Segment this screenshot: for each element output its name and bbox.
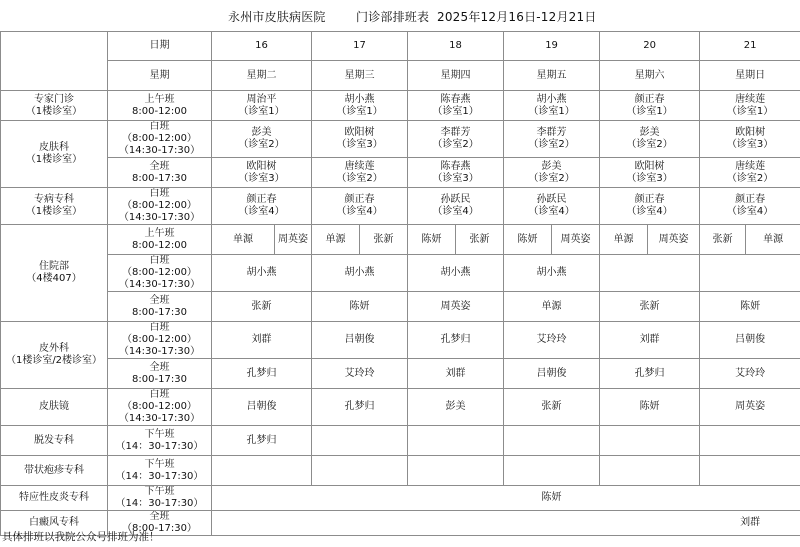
weekday-cell: 星期六 xyxy=(600,61,700,91)
duty-line: 李群芳 xyxy=(536,127,567,138)
shift-cell xyxy=(108,292,212,322)
duty-line: 孙跃民 xyxy=(440,194,471,205)
duty-line: 周治平 xyxy=(246,93,277,105)
duty-cell xyxy=(700,188,800,225)
duty-line: 欧阳树 xyxy=(246,160,277,172)
duty-line: 吕朝俊 xyxy=(735,334,766,345)
duty-name-cell: 单源 xyxy=(746,225,800,255)
department-name: 带状疱疹专科 xyxy=(24,464,84,476)
duty-line: （诊室3） xyxy=(432,172,479,184)
duty-line: 刘群 xyxy=(740,517,761,528)
duty-line: 刘群 xyxy=(639,334,660,345)
duty-line: 陈妍 xyxy=(349,300,370,312)
duty-cell xyxy=(212,91,312,121)
duty-line: 周英姿 xyxy=(735,401,766,412)
duty-line: 刘群 xyxy=(445,367,466,379)
duty-cell xyxy=(212,456,312,486)
duty-line: 胡小燕 xyxy=(246,267,277,278)
duty-cell xyxy=(408,91,504,121)
department-name: 皮外科 xyxy=(39,343,69,354)
duty-line: （诊室4） xyxy=(432,206,479,217)
date-cell: 19 xyxy=(504,32,600,61)
department-name: （1楼诊室） xyxy=(25,206,83,217)
weekday-label-cell: 星期 xyxy=(108,61,212,91)
schedule-table xyxy=(0,31,800,536)
duty-name-cell: 周英姿 xyxy=(648,225,700,255)
duty-line: （诊室3） xyxy=(238,172,285,184)
duty-cell xyxy=(700,322,800,359)
shift-line: 下午班 xyxy=(144,486,175,497)
duty-line: 单源 xyxy=(541,300,562,312)
schedule-row xyxy=(1,91,800,121)
duty-line: 胡小燕 xyxy=(536,267,567,278)
duty-line: 彭美 xyxy=(541,160,562,172)
shift-cell xyxy=(108,486,212,511)
department-cell xyxy=(1,426,108,456)
duty-line: 吕朝俊 xyxy=(344,334,375,345)
duty-name-cell: 单源 xyxy=(212,225,275,255)
shift-cell xyxy=(108,121,212,158)
duty-line: 张新 xyxy=(639,300,660,312)
duty-cell xyxy=(600,359,700,389)
duty-line: 颜正春 xyxy=(634,194,665,205)
footer-note: 具体排班以我院公众号排班为准！ xyxy=(2,531,160,543)
shift-line: 8:00-12:00 xyxy=(132,105,187,117)
duty-cell xyxy=(504,359,600,389)
duty-line: 欧阳树 xyxy=(735,127,766,138)
shift-line: 全班 xyxy=(149,160,170,172)
duty-line: 陈妍 xyxy=(541,492,562,503)
shift-cell xyxy=(108,225,212,255)
duty-cell xyxy=(408,426,504,456)
shift-line: （8:00-12:00） xyxy=(122,334,197,345)
duty-line: 孔梦归 xyxy=(634,367,665,379)
shift-line: 白班 xyxy=(149,322,170,333)
duty-name-cell: 张新 xyxy=(700,225,746,255)
duty-line: （诊室3） xyxy=(726,139,774,150)
duty-cell xyxy=(600,121,700,158)
duty-line: （诊室2） xyxy=(336,172,383,184)
duty-cell xyxy=(312,389,408,426)
shift-line: （14:30-17:30） xyxy=(118,346,201,357)
department-name: （1楼诊室） xyxy=(25,154,83,165)
duty-cell xyxy=(408,456,504,486)
shift-cell xyxy=(108,359,212,389)
duty-line: （诊室1） xyxy=(238,105,285,117)
shift-line: 全班 xyxy=(149,361,170,373)
duty-line: 颜正春 xyxy=(735,194,766,205)
duty-line: （诊室1） xyxy=(336,105,383,117)
shift-line: 白班 xyxy=(149,255,170,266)
duty-cell xyxy=(408,486,504,511)
duty-name-cell: 周英姿 xyxy=(275,225,312,255)
duty-cell xyxy=(700,91,800,121)
shift-line: 下午班 xyxy=(144,458,175,470)
shift-line: 白班 xyxy=(149,188,170,199)
duty-cell xyxy=(408,322,504,359)
schedule-row xyxy=(1,292,800,322)
duty-line: 胡小燕 xyxy=(440,267,471,278)
date-cell: 16 xyxy=(212,32,312,61)
duty-cell xyxy=(700,292,800,322)
shift-cell xyxy=(108,91,212,121)
duty-line: （诊室1） xyxy=(432,105,479,117)
duty-cell xyxy=(312,255,408,292)
shift-line: 全班 xyxy=(149,294,170,306)
department-name: 皮肤科 xyxy=(39,142,69,153)
duty-cell xyxy=(212,322,312,359)
duty-line: （诊室4） xyxy=(626,206,673,217)
shift-line: （14:30-17:30） xyxy=(118,279,201,290)
duty-line: （诊室4） xyxy=(238,206,285,217)
duty-name-cell: 单源 xyxy=(312,225,360,255)
duty-line: 胡小燕 xyxy=(344,93,375,105)
duty-cell xyxy=(700,426,800,456)
shift-line: （8:00-12:00） xyxy=(122,133,197,144)
duty-line: 张新 xyxy=(251,300,272,312)
date-cell: 17 xyxy=(312,32,408,61)
weekday-cell: 星期五 xyxy=(504,61,600,91)
shift-cell xyxy=(108,389,212,426)
schedule-row xyxy=(1,255,800,292)
shift-cell xyxy=(108,255,212,292)
duty-line: 孔梦归 xyxy=(344,401,375,412)
duty-line: 孔梦归 xyxy=(246,434,277,446)
duty-line: 胡小燕 xyxy=(536,93,567,105)
schedule-row xyxy=(1,188,800,225)
duty-cell xyxy=(212,292,312,322)
duty-cell xyxy=(212,359,312,389)
hospital-name: 永州市皮肤病医院 xyxy=(228,10,326,24)
department-name: 皮肤镜 xyxy=(39,401,69,412)
shift-line: （8:00-17:30） xyxy=(122,523,197,534)
duty-cell xyxy=(504,456,600,486)
weekday-cell: 星期二 xyxy=(212,61,312,91)
duty-line: 刘群 xyxy=(251,334,272,345)
department-name: 专家门诊 xyxy=(34,93,74,105)
department-name: 特应性皮炎专科 xyxy=(19,492,89,503)
duty-cell xyxy=(700,511,800,536)
duty-cell xyxy=(408,389,504,426)
duty-line: （诊室2） xyxy=(238,139,285,150)
shift-line: （14：30-17:30） xyxy=(115,440,204,452)
duty-cell xyxy=(312,511,408,536)
duty-line: 周英姿 xyxy=(440,300,471,312)
department-cell xyxy=(1,486,108,511)
duty-line: （诊室4） xyxy=(336,206,383,217)
duty-cell xyxy=(212,121,312,158)
duty-line: 唐续莲 xyxy=(735,160,766,172)
shift-line: 8:00-17:30 xyxy=(132,172,187,184)
duty-line: 吕朝俊 xyxy=(536,367,567,379)
shift-line: （8:00-12:00） xyxy=(122,401,197,412)
duty-cell xyxy=(504,486,600,511)
duty-cell xyxy=(408,292,504,322)
duty-line: 欧阳树 xyxy=(344,127,375,138)
duty-name-cell: 张新 xyxy=(456,225,504,255)
duty-cell xyxy=(212,389,312,426)
schedule-row xyxy=(1,225,800,255)
department-cell xyxy=(1,389,108,426)
schedule-row xyxy=(1,121,800,158)
schedule-title: 门诊部排班表 xyxy=(356,10,430,24)
department-name: （1楼诊室/2楼诊室） xyxy=(5,355,103,366)
duty-cell xyxy=(212,255,312,292)
duty-cell xyxy=(312,426,408,456)
shift-cell xyxy=(108,188,212,225)
duty-line: 颜正春 xyxy=(344,194,375,205)
duty-cell xyxy=(212,511,312,536)
duty-cell xyxy=(504,511,600,536)
shift-cell xyxy=(108,426,212,456)
duty-line: 胡小燕 xyxy=(344,267,375,278)
duty-line: 张新 xyxy=(541,401,562,412)
duty-cell xyxy=(408,188,504,225)
duty-cell xyxy=(700,359,800,389)
duty-cell xyxy=(312,322,408,359)
date-cell: 18 xyxy=(408,32,504,61)
schedule-row xyxy=(1,322,800,359)
duty-cell xyxy=(600,158,700,188)
department-name: 专病专科 xyxy=(34,194,74,205)
duty-cell xyxy=(600,322,700,359)
duty-line: 颜正春 xyxy=(246,194,277,205)
duty-cell xyxy=(600,91,700,121)
duty-line: （诊室3） xyxy=(626,172,673,184)
duty-cell xyxy=(600,456,700,486)
duty-cell xyxy=(600,188,700,225)
weekday-cell: 星期三 xyxy=(312,61,408,91)
duty-cell xyxy=(600,486,700,511)
shift-line: （14:30-17:30） xyxy=(118,413,201,424)
date-label-cell: 日期 xyxy=(108,32,212,61)
weekday-cell: 星期四 xyxy=(408,61,504,91)
duty-cell xyxy=(504,91,600,121)
schedule-row xyxy=(1,426,800,456)
duty-line: （诊室4） xyxy=(726,206,774,217)
duty-cell xyxy=(408,121,504,158)
department-cell xyxy=(1,322,108,389)
shift-line: （8:00-12:00） xyxy=(122,200,197,211)
duty-cell xyxy=(408,158,504,188)
department-cell xyxy=(1,225,108,322)
shift-cell xyxy=(108,158,212,188)
duty-cell xyxy=(600,292,700,322)
corner-cell xyxy=(1,32,108,91)
shift-line: （14：30-17:30） xyxy=(115,470,204,482)
shift-line: 8:00-17:30 xyxy=(132,373,187,385)
department-cell xyxy=(1,91,108,121)
duty-cell xyxy=(700,158,800,188)
duty-line: 彭美 xyxy=(639,127,660,138)
shift-line: 全班 xyxy=(149,511,170,522)
department-cell xyxy=(1,121,108,188)
duty-line: 彭美 xyxy=(251,127,272,138)
duty-cell xyxy=(700,121,800,158)
duty-line: 彭美 xyxy=(445,401,466,412)
schedule-row xyxy=(1,456,800,486)
duty-line: （诊室2） xyxy=(528,139,575,150)
shift-line: （8:00-12:00） xyxy=(122,267,197,278)
date-cell: 21 xyxy=(700,32,800,61)
duty-name-cell: 张新 xyxy=(360,225,408,255)
duty-cell xyxy=(504,255,600,292)
shift-line: 白班 xyxy=(149,389,170,400)
duty-line: 陈春燕 xyxy=(440,93,471,105)
department-name: 住院部 xyxy=(39,261,69,272)
duty-cell xyxy=(312,158,408,188)
duty-line: 陈春燕 xyxy=(440,160,471,172)
duty-cell xyxy=(504,188,600,225)
duty-line: 陈妍 xyxy=(639,401,660,412)
duty-line: 艾玲玲 xyxy=(735,367,766,379)
weekday-header-row xyxy=(1,61,800,91)
duty-cell xyxy=(212,426,312,456)
duty-line: 艾玲玲 xyxy=(536,334,567,345)
duty-line: 欧阳树 xyxy=(634,160,665,172)
duty-cell xyxy=(600,511,700,536)
duty-line: 孔梦归 xyxy=(440,334,471,345)
schedule-row xyxy=(1,359,800,389)
duty-cell xyxy=(312,292,408,322)
duty-line: 艾玲玲 xyxy=(344,367,375,379)
duty-cell xyxy=(312,121,408,158)
duty-cell xyxy=(312,486,408,511)
duty-line: 李群芳 xyxy=(440,127,471,138)
shift-cell xyxy=(108,322,212,359)
department-name: 脱发专科 xyxy=(34,434,74,446)
duty-cell xyxy=(700,389,800,426)
shift-line: 8:00-12:00 xyxy=(132,239,187,251)
duty-cell xyxy=(600,389,700,426)
duty-line: （诊室2） xyxy=(528,172,575,184)
duty-cell xyxy=(408,359,504,389)
duty-cell xyxy=(312,359,408,389)
duty-cell xyxy=(312,91,408,121)
duty-cell xyxy=(504,389,600,426)
duty-cell xyxy=(504,121,600,158)
schedule-row xyxy=(1,486,800,511)
duty-cell xyxy=(504,158,600,188)
duty-line: 孔梦归 xyxy=(246,367,277,379)
shift-line: （14:30-17:30） xyxy=(118,145,201,156)
duty-line: （诊室4） xyxy=(528,206,575,217)
duty-cell xyxy=(212,486,312,511)
date-header-row xyxy=(1,32,800,61)
title-bar xyxy=(0,0,800,31)
date-cell: 20 xyxy=(600,32,700,61)
duty-cell xyxy=(408,511,504,536)
duty-name-cell: 周英姿 xyxy=(552,225,600,255)
duty-cell xyxy=(504,322,600,359)
duty-line: 颜正春 xyxy=(634,93,665,105)
duty-line: （诊室2） xyxy=(626,139,673,150)
duty-cell xyxy=(700,255,800,292)
shift-cell xyxy=(108,456,212,486)
duty-cell xyxy=(408,255,504,292)
duty-cell xyxy=(312,456,408,486)
date-range: 2025年12月16日-12月21日 xyxy=(437,10,597,24)
shift-line: 下午班 xyxy=(144,428,175,440)
shift-line: （14：30-17:30） xyxy=(115,498,204,509)
duty-name-cell: 陈妍 xyxy=(408,225,456,255)
department-name: （1楼诊室） xyxy=(25,105,83,117)
duty-line: （诊室1） xyxy=(528,105,575,117)
duty-line: 陈妍 xyxy=(740,300,761,312)
duty-cell xyxy=(600,255,700,292)
duty-cell xyxy=(504,292,600,322)
department-name: （4楼407） xyxy=(26,273,82,284)
department-name: 白癜风专科 xyxy=(29,517,79,528)
duty-line: （诊室2） xyxy=(432,139,479,150)
duty-cell xyxy=(312,188,408,225)
shift-line: 8:00-17:30 xyxy=(132,306,187,318)
duty-line: 吕朝俊 xyxy=(246,401,277,412)
shift-line: 上午班 xyxy=(144,227,175,239)
duty-line: 唐续莲 xyxy=(735,93,766,105)
duty-line: （诊室1） xyxy=(726,105,774,117)
duty-line: （诊室2） xyxy=(726,172,774,184)
shift-line: （14:30-17:30） xyxy=(118,212,201,223)
duty-cell xyxy=(212,188,312,225)
duty-line: （诊室3） xyxy=(336,139,383,150)
department-cell xyxy=(1,188,108,225)
duty-cell xyxy=(212,158,312,188)
schedule-row xyxy=(1,158,800,188)
schedule-row xyxy=(1,389,800,426)
weekday-cell: 星期日 xyxy=(700,61,800,91)
duty-cell xyxy=(600,426,700,456)
department-cell xyxy=(1,456,108,486)
duty-cell xyxy=(504,426,600,456)
shift-line: 上午班 xyxy=(144,93,175,105)
duty-name-cell: 陈妍 xyxy=(504,225,552,255)
duty-name-cell: 单源 xyxy=(600,225,648,255)
duty-line: 唐续莲 xyxy=(344,160,375,172)
duty-line: （诊室1） xyxy=(626,105,673,117)
shift-line: 白班 xyxy=(149,121,170,132)
duty-cell xyxy=(700,456,800,486)
duty-line: 孙跃民 xyxy=(536,194,567,205)
duty-cell xyxy=(700,486,800,511)
